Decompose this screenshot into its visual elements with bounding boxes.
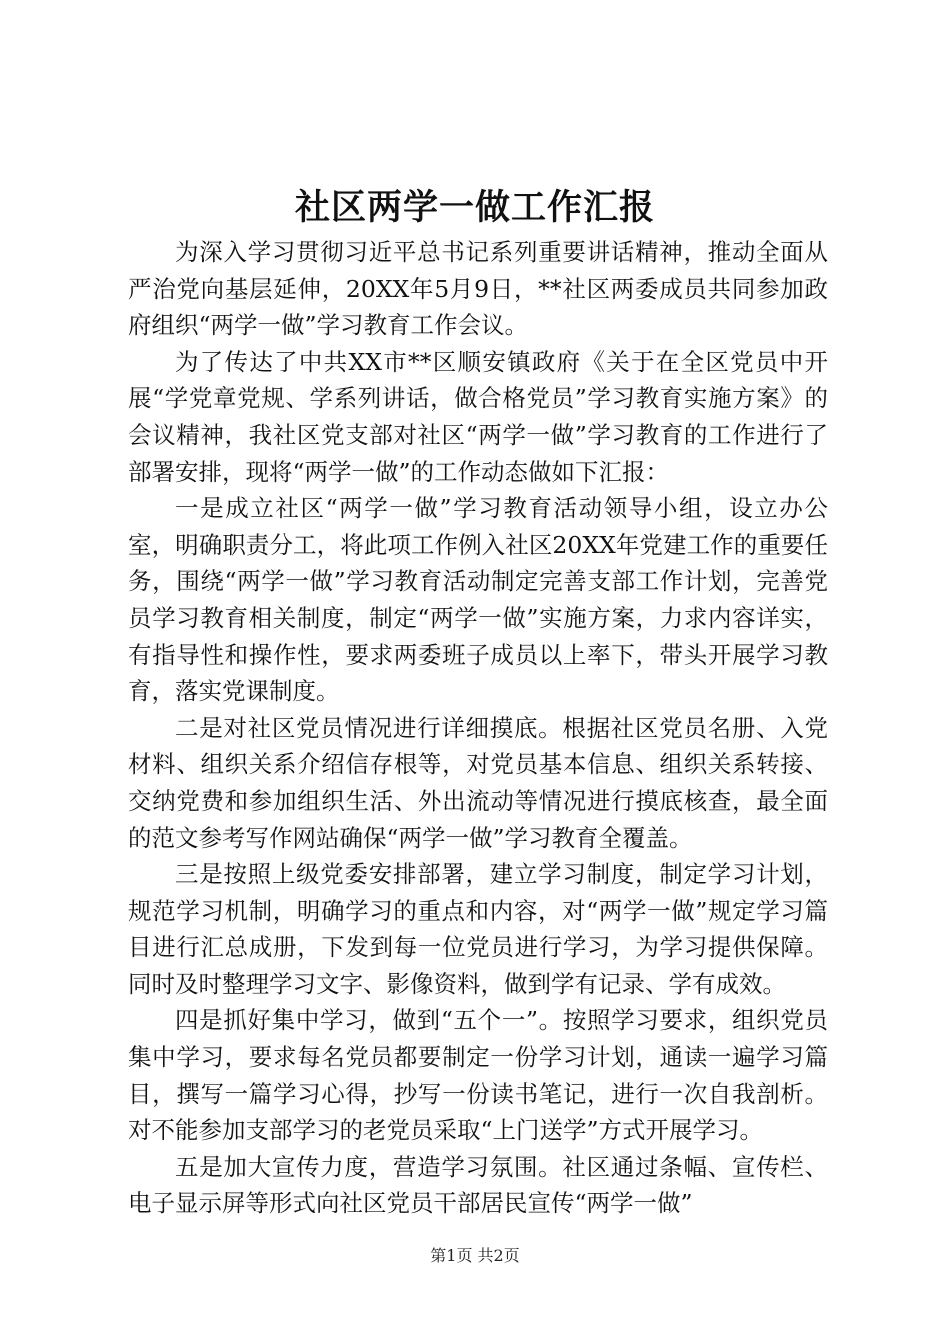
document-body xyxy=(128,234,828,1222)
paragraph: 三是按照上级党委安排部署，建立学习制度，制定学习计划，规范学习机制，明确学习的重点和内容，对“两学一做”规定学习篇目进行汇总成册，下发到每一位党员进行学习，为学习提供保障。同时及时整理学习文字、影像资料，做到学有记录、学有成效。 xyxy=(128,860,828,998)
document-title: 社区两学一做工作汇报 xyxy=(294,187,655,228)
paragraph: 五是加大宣传力度，营造学习氛围。社区通过条幅、宣传栏、电子显示屏等形式向社区党员干部居民宣传“两学一做” xyxy=(128,1152,828,1218)
paragraph: 一是成立社区“两学一做”学习教育活动领导小组，设立办公室，明确职责分工，将此项工作例入社区20XX年党建工作的重要任务，围绕“两学一做”学习教育活动制定完善支部工作计划，完善党员学习教育相关制度，制定“两学一做”实施方案，力求内容详实，有指导性和操作性，要求两委班子成员以上率下，带头开展学习教育，落实党课制度。 xyxy=(128,494,828,706)
paragraph: 四是抓好集中学习，做到“五个一”。按照学习要求，组织党员集中学习，要求每名党员都要制定一份学习计划，通读一遍学习篇目，撰写一篇学习心得，抄写一份读书笔记，进行一次自我剖析。对不能参加支部学习的老党员采取“上门送学”方式开展学习。 xyxy=(128,1006,828,1145)
page-number-footer: 第1页 共2页 xyxy=(430,1246,520,1265)
paragraph: 为深入学习贯彻习近平总书记系列重要讲话精神，推动全面从严治党向基层延伸，20XX年5月9日，**社区两委成员共同参加政府组织“两学一做”学习教育工作会议。 xyxy=(128,238,828,340)
paragraph: 为了传达了中共XX市**区顺安镇政府《关于在全区党员中开展“学党章党规、学系列讲话，做合格党员”学习教育实施方案》的会议精神，我社区党支部对社区“两学一做”学习教育的工作进行了部署安排，现将“两学一做”的工作动态做如下汇报： xyxy=(128,347,828,486)
paragraph: 二是对社区党员情况进行详细摸底。根据社区党员名册、入党材料、组织关系介绍信存根等，对党员基本信息、组织关系转接、交纳党费和参加组织生活、外出流动等情况进行摸底核查，最全面的范文参考写作网站确保“两学一做”学习教育全覆盖。 xyxy=(128,713,828,852)
